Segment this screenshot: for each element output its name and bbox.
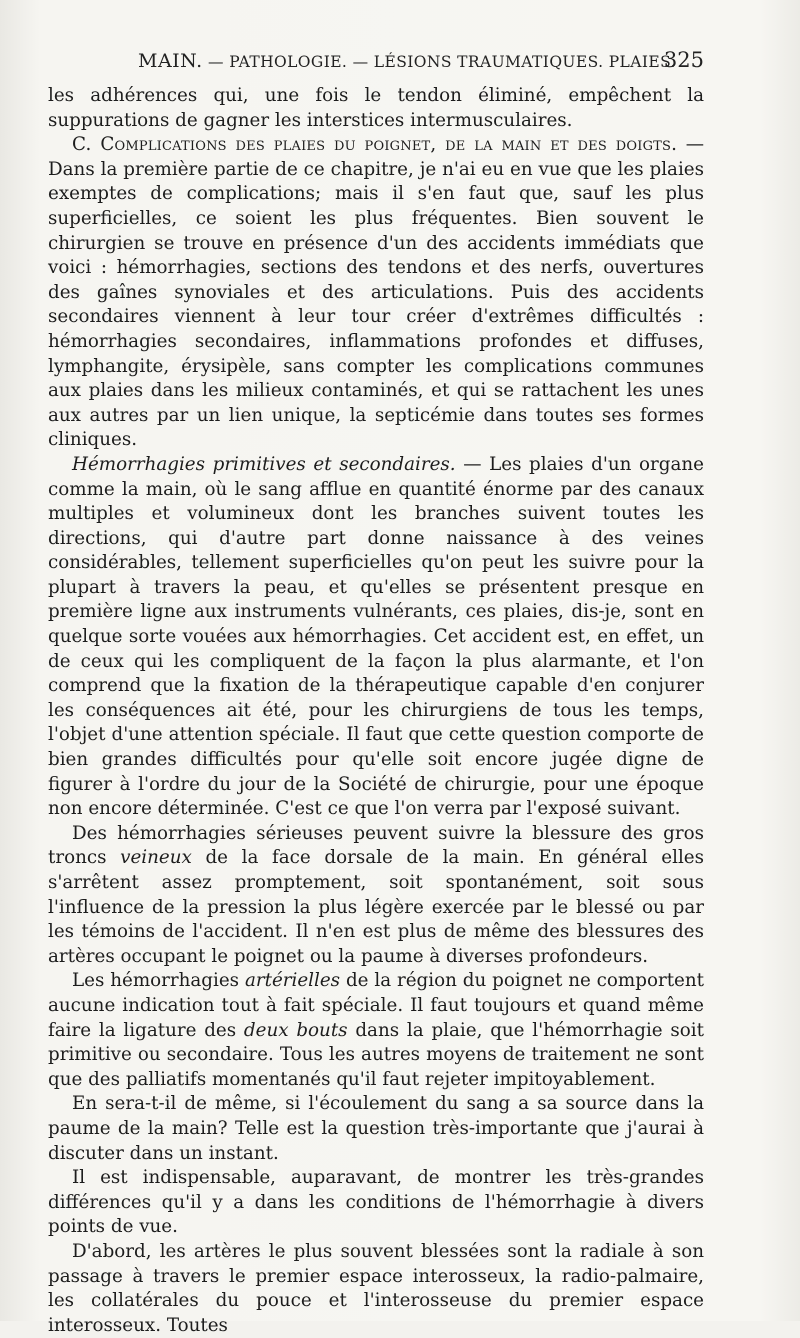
emphasis-arterielles: artérielles (244, 970, 341, 992)
emphasis-veineux: veineux (120, 847, 192, 869)
section-heading-complications: C. Complications des plaies du poignet, de la main et des doigts. (72, 134, 678, 156)
paragraph-hemorrhagies (48, 453, 704, 822)
paragraph-text: Des hémorrhagies sérieuses peuvent suivre la blessure des gros troncs (48, 822, 704, 869)
subheading-hemorrhagies: Hémorrhagies primitives et secondaires. (72, 453, 456, 475)
paragraph-veineux (48, 822, 704, 970)
paragraph-text: dans la plaie, que l'hémorrhagie soit primitive ou secondaire. Tous les autres moyens de traitement ne sont que des palliatifs momentanés qu'il faut rejeter impitoyablement. (48, 1019, 705, 1090)
paragraph-arteres: D'abord, les artères le plus souvent blessées sont la radiale à son passage à travers le premier espace interosseux, la radio-palmaire, les collatérales du pouce et l'interosseuse du premier espace interosseux. Toutes (48, 1240, 704, 1336)
paragraph-paume: En sera-t-il de même, si l'écoulement du sang a sa source dans la paume de la main? Telle est la question très-importante que j'aurai à discuter dans un instant. (48, 1093, 704, 1164)
running-header (48, 48, 704, 74)
page-number: 325 (663, 48, 704, 72)
paragraph-continuation: les adhérences qui, une fois le tendon éliminé, empêchent la suppurations de gagner les interstices intermusculaires. (48, 85, 704, 131)
body-text (48, 84, 704, 1338)
paragraph-text: de la face dorsale de la main. En général elles s'arrêtent assez promptement, soit spontanément, soit sous l'influence de la pression la plus légère exercée par le blessé ou par les témoins de l'accident. Il n'en est plus de même des blessures des artères occupant le poignet ou la paume à diverses profondeurs. (48, 847, 705, 967)
running-title (138, 50, 676, 72)
paragraph-text: — Les plaies d'un organe comme la main, où le sang afflue en quantité énorme par des canaux multiples et volumineux dont les branches suivent toutes les directions, qui d'autre part donne naissance à des veines considérables, tellement superficielles qu'on peut les suivre pour la plupart à travers la peau, et qu'elles se présentent presque en première ligne aux instruments vulnérants, ces plaies, dis-je, sont en quelque sorte vouées aux hémorrhagies. Cet accident est, en effet, un de ceux qui les compliquent de la façon la plus alarmante, et l'on comprend que la fixation de la thérapeutique capable d'en conjurer les conséquences ait été, pour les chirurgiens de tous les temps, l'objet d'une attention spéciale. Il faut que cette question comporte de bien grandes difficultés pour qu'elle soit encore jugée digne de figurer à l'ordre du jour de la Société de chirurgie, pour une époque non encore déterminée. C'est ce que l'on verra par l'exposé suivant. (48, 453, 704, 820)
paragraph-complications (48, 133, 704, 453)
paragraph-differences: Il est indispensable, auparavant, de montrer les très-grandes différences qu'il y a dans les conditions de l'hémorrhagie à divers points de vue. (48, 1167, 704, 1238)
paragraph-text: Les hémorrhagies (72, 970, 245, 992)
running-title-main: MAIN. (138, 50, 203, 72)
running-title-rest: — PATHOLOGIE. — LÉSIONS TRAUMATIQUES. PLAIES. (202, 53, 676, 71)
emphasis-deux-bouts: deux bouts (243, 1019, 348, 1041)
paragraph-text: — Dans la première partie de ce chapitre, je n'ai eu en vue que les plaies exemptes de complications; mais il s'en faut que, sauf les plus superficielles, ce soient les plus fréquentes. Bien souvent le chirurgien se trouve en présence d'un des accidents immédiats que voici : hémorrhagies, sections des tendons et des nerfs, ouvertures des gaînes synoviales et des articulations. Puis des accidents secondaires viennent à leur tour créer d'extrêmes difficultés : hémorrhagies secondaires, inflammations profondes et diffuses, lymphangite, érysipèle, sans compter les complications communes aux plaies dans les milieux contaminés, et qui se rattachent les unes aux autres par un lien unique, la septicémie dans toutes ses formes cliniques. (48, 134, 704, 451)
paragraph-arterielles (48, 969, 704, 1092)
paragraph-text: de la région du poignet ne comportent aucune indication tout à fait spéciale. Il faut toujours et quand même faire la ligature des (48, 970, 704, 1041)
